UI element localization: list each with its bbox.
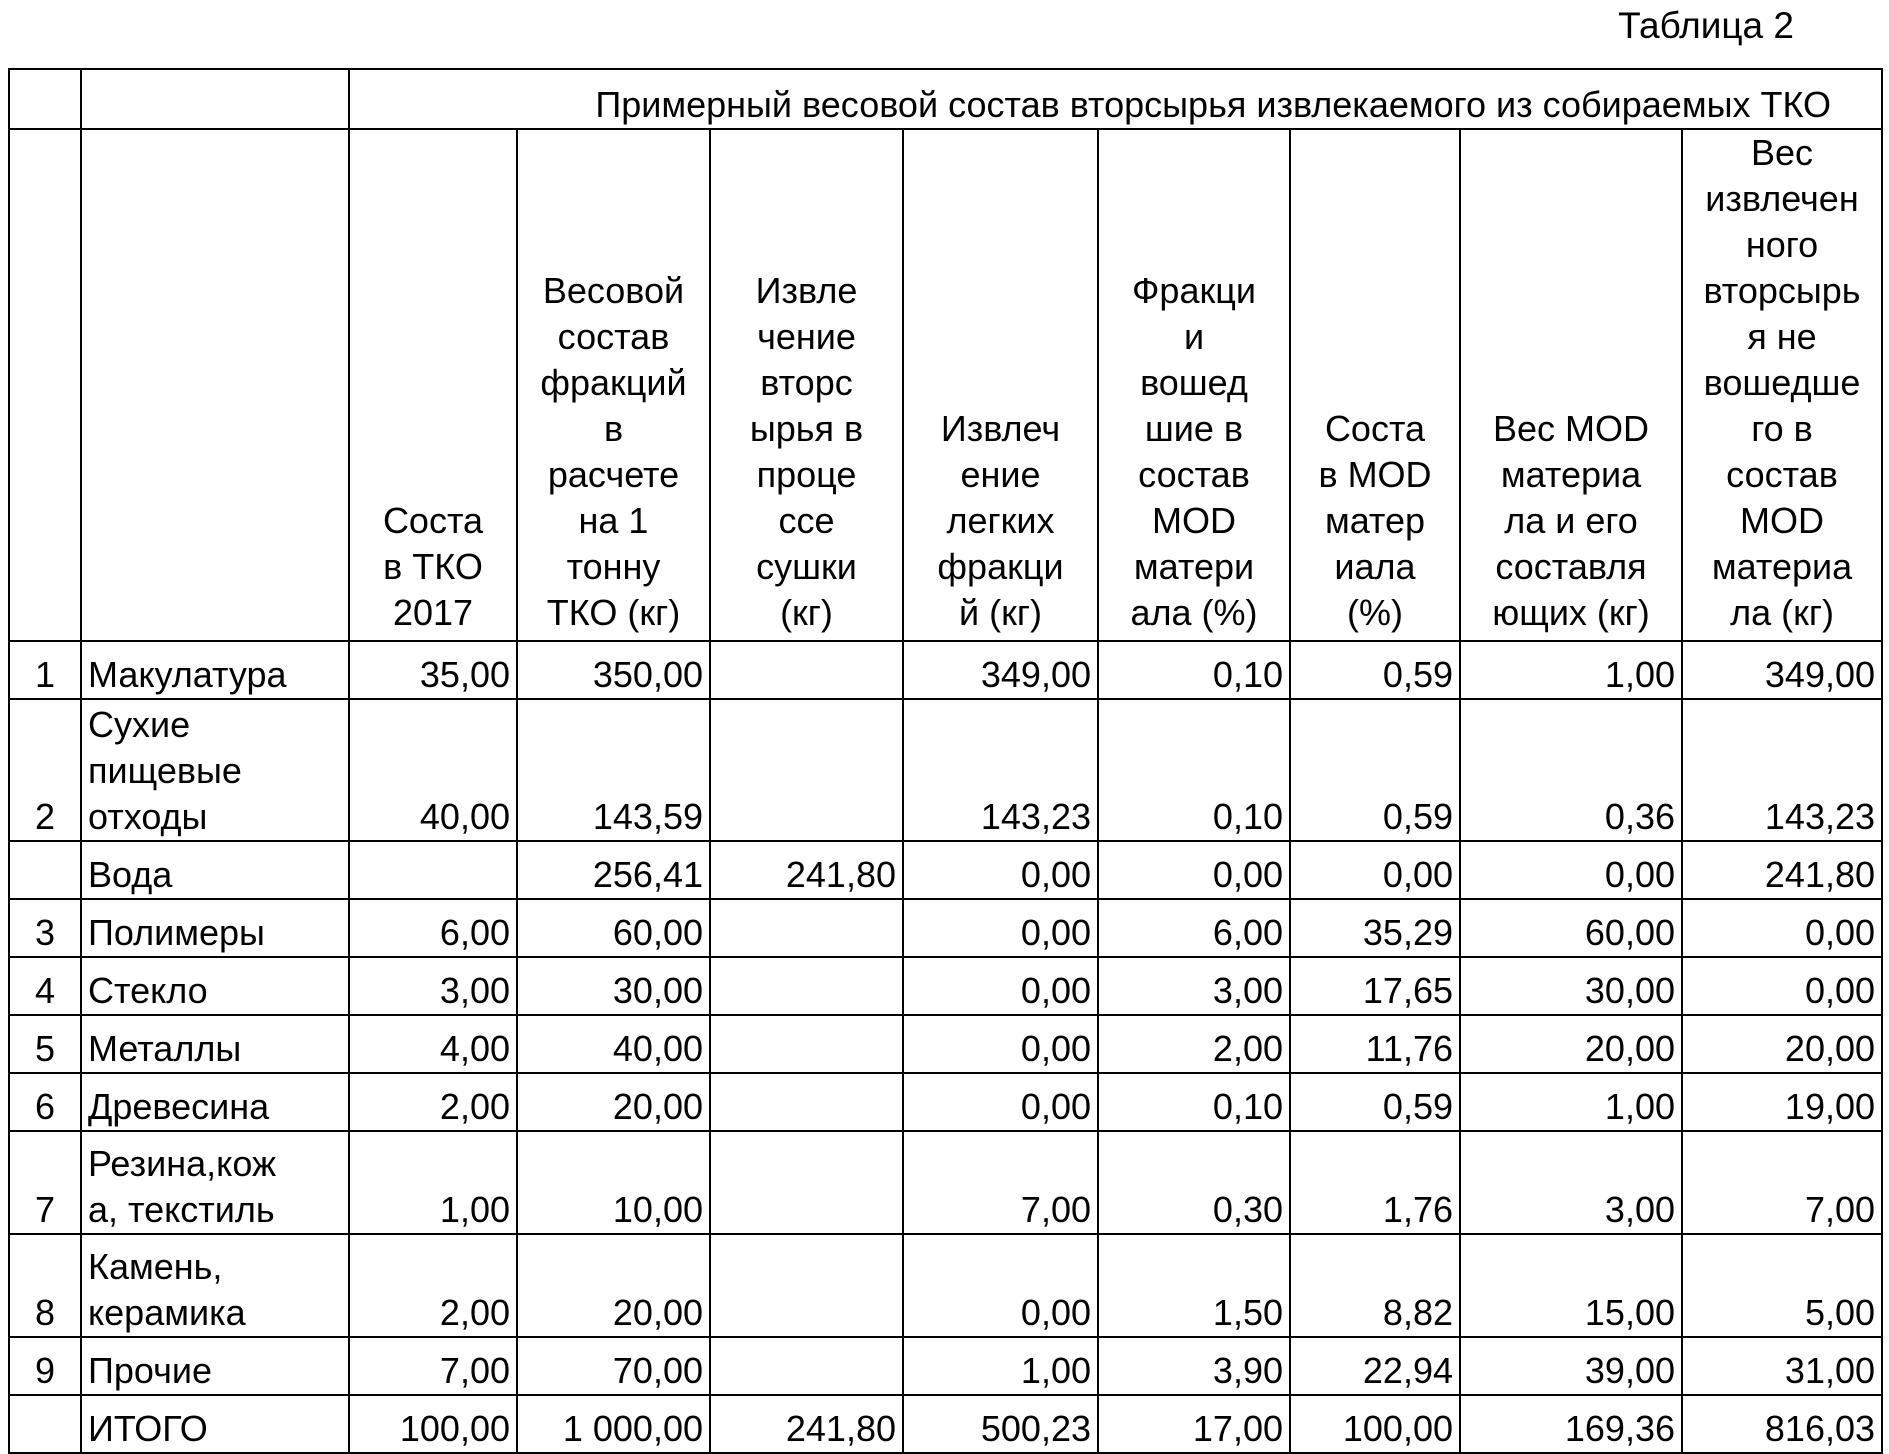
table-row — [9, 1131, 1882, 1234]
value-cell: 6,00 — [349, 899, 517, 957]
value-cell: 1,50 — [1098, 1234, 1290, 1337]
value-cell — [710, 641, 903, 699]
value-cell: 22,94 — [1290, 1337, 1460, 1395]
value-cell: 2,00 — [349, 1073, 517, 1131]
value-cell: 0,00 — [903, 841, 1098, 899]
header-mod-weight: Вес MOD материа ла и его составля ющих (кг) — [1460, 129, 1682, 641]
value-cell: 8,82 — [1290, 1234, 1460, 1337]
empty-cell — [81, 69, 349, 129]
value-cell: 20,00 — [1682, 1015, 1882, 1073]
value-cell: 100,00 — [349, 1395, 517, 1453]
value-cell: 0,10 — [1098, 699, 1290, 841]
value-cell — [710, 957, 903, 1015]
value-cell: 0,00 — [1682, 957, 1882, 1015]
row-name: Вода — [81, 841, 349, 899]
value-cell: 1,00 — [903, 1337, 1098, 1395]
value-cell: 0,00 — [903, 1234, 1098, 1337]
table-row — [9, 1073, 1882, 1131]
header-light-fraction-extraction: Извлеч ение легких фракци й (кг) — [903, 129, 1098, 641]
header-sostav-tko: Соста в ТКО 2017 — [349, 129, 517, 641]
value-cell: 256,41 — [517, 841, 710, 899]
value-cell: 143,23 — [1682, 699, 1882, 841]
value-cell — [710, 1015, 903, 1073]
value-cell — [349, 841, 517, 899]
value-cell: 0,10 — [1098, 641, 1290, 699]
value-cell — [710, 1337, 903, 1395]
value-cell: 2,00 — [1098, 1015, 1290, 1073]
empty-cell — [81, 129, 349, 641]
value-cell: 0,30 — [1098, 1131, 1290, 1234]
value-cell: 0,36 — [1460, 699, 1682, 841]
empty-cell — [9, 69, 81, 129]
header-non-mod-weight: Вес извлечен ного вторсырь я не вошедше го в состав MOD материа ла (кг) — [1682, 129, 1882, 641]
value-cell: 6,00 — [1098, 899, 1290, 957]
value-cell: 5,00 — [1682, 1234, 1882, 1337]
value-cell: 100,00 — [1290, 1395, 1460, 1453]
row-number: 4 — [9, 957, 81, 1015]
table-row — [9, 841, 1882, 899]
value-cell: 39,00 — [1460, 1337, 1682, 1395]
row-name: Металлы — [81, 1015, 349, 1073]
group-title: Примерный весовой состав вторсырья извлекаемого из собираемых ТКО — [349, 69, 1882, 129]
value-cell: 19,00 — [1682, 1073, 1882, 1131]
row-name: Сухие пищевые отходы — [81, 699, 349, 841]
table-row — [9, 899, 1882, 957]
row-name: ИТОГО — [81, 1395, 349, 1453]
table-row — [9, 1395, 1882, 1453]
value-cell: 60,00 — [1460, 899, 1682, 957]
table-row — [9, 699, 1882, 841]
row-number: 8 — [9, 1234, 81, 1337]
row-name: Стекло — [81, 957, 349, 1015]
row-number — [9, 1395, 81, 1453]
value-cell: 0,10 — [1098, 1073, 1290, 1131]
value-cell: 40,00 — [517, 1015, 710, 1073]
table-caption: Таблица 2 — [1618, 5, 1794, 46]
value-cell — [710, 1073, 903, 1131]
value-cell: 17,00 — [1098, 1395, 1290, 1453]
row-name: Резина,кож а, текстиль — [81, 1131, 349, 1234]
value-cell: 1 000,00 — [517, 1395, 710, 1453]
value-cell: 143,59 — [517, 699, 710, 841]
value-cell — [710, 699, 903, 841]
value-cell: 10,00 — [517, 1131, 710, 1234]
value-cell: 15,00 — [1460, 1234, 1682, 1337]
value-cell: 3,90 — [1098, 1337, 1290, 1395]
value-cell: 500,23 — [903, 1395, 1098, 1453]
row-name: Камень, керамика — [81, 1234, 349, 1337]
value-cell: 1,76 — [1290, 1131, 1460, 1234]
value-cell: 2,00 — [349, 1234, 517, 1337]
value-cell: 349,00 — [1682, 641, 1882, 699]
table-row — [9, 1234, 1882, 1337]
value-cell: 1,00 — [1460, 1073, 1682, 1131]
row-number: 1 — [9, 641, 81, 699]
row-number — [9, 841, 81, 899]
value-cell: 20,00 — [517, 1073, 710, 1131]
value-cell: 35,00 — [349, 641, 517, 699]
value-cell: 1,00 — [349, 1131, 517, 1234]
value-cell: 241,80 — [710, 841, 903, 899]
row-number: 9 — [9, 1337, 81, 1395]
value-cell: 143,23 — [903, 699, 1098, 841]
value-cell: 0,59 — [1290, 641, 1460, 699]
value-cell: 30,00 — [517, 957, 710, 1015]
value-cell: 1,00 — [1460, 641, 1682, 699]
value-cell: 31,00 — [1682, 1337, 1882, 1395]
value-cell: 11,76 — [1290, 1015, 1460, 1073]
value-cell: 816,03 — [1682, 1395, 1882, 1453]
value-cell: 169,36 — [1460, 1395, 1682, 1453]
column-header-row — [9, 129, 1882, 641]
value-cell: 20,00 — [1460, 1015, 1682, 1073]
value-cell — [710, 1234, 903, 1337]
value-cell: 0,00 — [1460, 841, 1682, 899]
group-header-row — [9, 69, 1882, 129]
table-row — [9, 1015, 1882, 1073]
value-cell: 60,00 — [517, 899, 710, 957]
value-cell: 241,80 — [1682, 841, 1882, 899]
table-row — [9, 957, 1882, 1015]
value-cell: 0,00 — [903, 899, 1098, 957]
value-cell: 30,00 — [1460, 957, 1682, 1015]
value-cell: 40,00 — [349, 699, 517, 841]
value-cell: 0,59 — [1290, 1073, 1460, 1131]
table-row — [9, 641, 1882, 699]
value-cell: 70,00 — [517, 1337, 710, 1395]
value-cell: 350,00 — [517, 641, 710, 699]
empty-cell — [9, 129, 81, 641]
header-mod-fractions-percent: Фракци и вошед шие в состав MOD матери ала (%) — [1098, 129, 1290, 641]
row-number: 5 — [9, 1015, 81, 1073]
row-name: Прочие — [81, 1337, 349, 1395]
value-cell: 7,00 — [903, 1131, 1098, 1234]
composition-table — [8, 68, 1883, 1454]
value-cell: 0,59 — [1290, 699, 1460, 841]
value-cell: 20,00 — [517, 1234, 710, 1337]
value-cell: 7,00 — [1682, 1131, 1882, 1234]
value-cell: 17,65 — [1290, 957, 1460, 1015]
value-cell: 0,00 — [903, 957, 1098, 1015]
value-cell: 4,00 — [349, 1015, 517, 1073]
row-number: 7 — [9, 1131, 81, 1234]
value-cell: 0,00 — [903, 1015, 1098, 1073]
header-weight-per-tonne: Весовой состав фракций в расчете на 1 тонну ТКО (кг) — [517, 129, 710, 641]
value-cell: 3,00 — [1460, 1131, 1682, 1234]
table-row — [9, 1337, 1882, 1395]
value-cell: 0,00 — [1682, 899, 1882, 957]
value-cell — [710, 1131, 903, 1234]
value-cell: 0,00 — [1098, 841, 1290, 899]
value-cell: 35,29 — [1290, 899, 1460, 957]
row-name: Древесина — [81, 1073, 349, 1131]
row-number: 3 — [9, 899, 81, 957]
row-name: Макулатура — [81, 641, 349, 699]
row-name: Полимеры — [81, 899, 349, 957]
header-drying-extraction: Извле чение вторс ырья в проце ссе сушки (кг) — [710, 129, 903, 641]
value-cell: 7,00 — [349, 1337, 517, 1395]
value-cell: 0,00 — [903, 1073, 1098, 1131]
row-number: 2 — [9, 699, 81, 841]
value-cell — [710, 899, 903, 957]
value-cell: 349,00 — [903, 641, 1098, 699]
header-mod-composition-percent: Соста в MOD матер иала (%) — [1290, 129, 1460, 641]
value-cell: 3,00 — [1098, 957, 1290, 1015]
row-number: 6 — [9, 1073, 81, 1131]
value-cell: 241,80 — [710, 1395, 903, 1453]
value-cell: 3,00 — [349, 957, 517, 1015]
value-cell: 0,00 — [1290, 841, 1460, 899]
